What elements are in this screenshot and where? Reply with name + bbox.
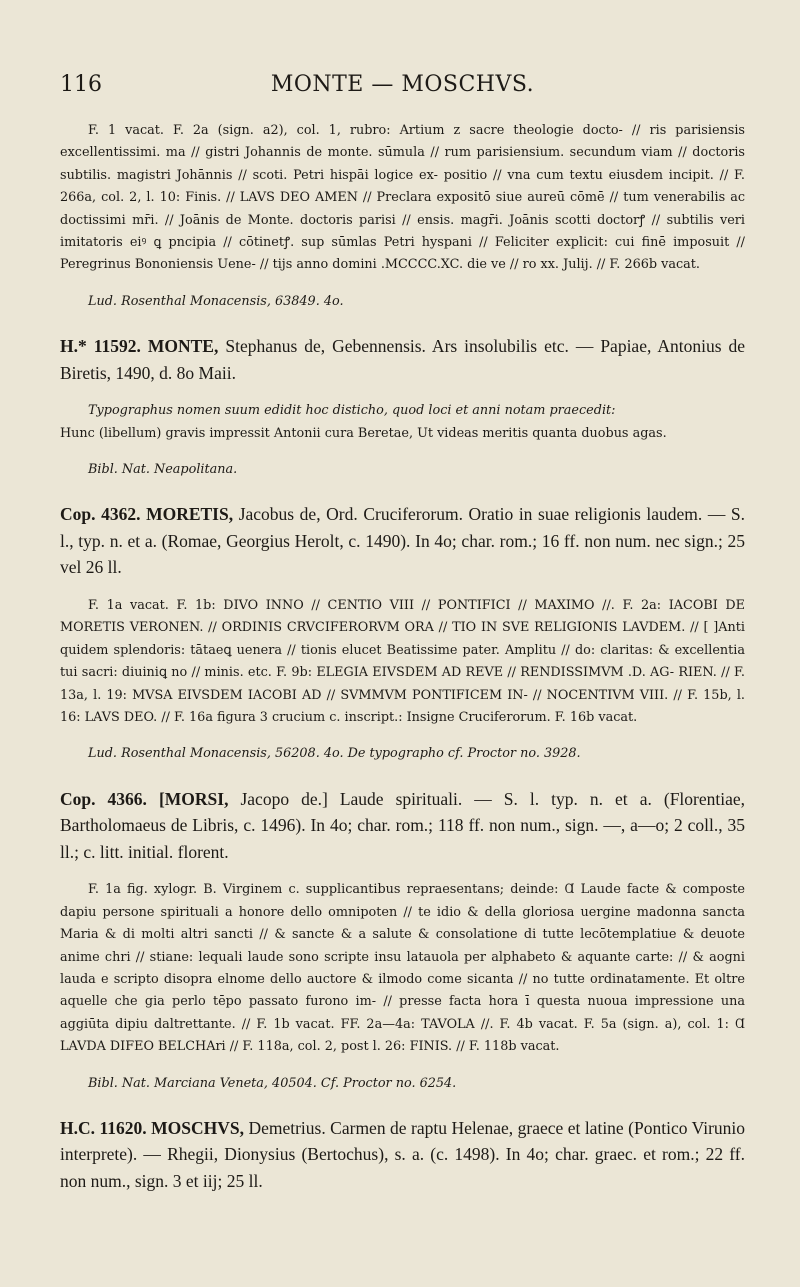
- entry-monte-stephanus-distich: Hunc (libellum) gravis impressit Antonii cura Beretae, Ut videas meritis quanta duobus agas.: [60, 425, 667, 441]
- entry-name: MOSCHVS,: [151, 1117, 244, 1138]
- entry-number: H.* 11592.: [60, 336, 141, 357]
- entry-morsi-description: F. 1a fig. xylogr. B. Virginem c. supplicantibus repraesentans; deinde: Ɑ Laude facte & composte dapiu persone spirituali a honore dello omnipoten // te idio & della gloriosa uergine madonna sancta Maria & di molti altri sancti // & sancte & a salute & consolatione di tutte lecōtemplatiue & deuote anime chri // stiane: lequali laude sono scripte insu latauola per alphabeto & aquante carte: // & aogni lauda e scripto disopra elnome dello auctore & ilmodo come sicanta // no tutte ordinatamente. Et oltre aquelle che gia perlo tēpo passato furono im- // presse facta hora ī questa nuoua impressione una aggiūta dipiu daltrettante. // F. 1b vacat. FF. 2a—4a: TAVOLA //. F. 4b vacat. F. 5a (sign. a), col. 1: Ɑ LAVDA DIFEO BELCHAri // F. 118a, col. 2, post l. 26: FINIS. // F. 118b vacat.: [60, 882, 745, 1055]
- entry-title-text: Stephanus de, Gebennensis. Ars insolubilis etc. — Papiae, Antonius de Biretis, 1490, d. 8o Maii.: [60, 336, 746, 383]
- entry-title-text: Jacopo de.] Laude spirituali. — S. l. typ. n. et a. (Florentiae, Bartholomaeus de Libris, c. 1496). In 4o; char. rom.; 118 ff. non num., sign. —, a—o; 2 coll., 35 ll.; c. litt. initial. florent.: [60, 788, 746, 862]
- entry-number: Cop. 4362.: [60, 504, 141, 525]
- entry-name: [MORSI,: [158, 788, 229, 809]
- entry-monte-stephanus-typographus: Typographus nomen suum edidit hoc disticho, quod loci et anni notam praecedit:: [88, 403, 616, 419]
- entry-morsi-library: Bibl. Nat. Marciana Veneta, 40504. Cf. Proctor no. 6254.: [88, 1075, 457, 1091]
- entry-title-text: Demetrius. Carmen de raptu Helenae, graece et latine (Pontico Virunio interprete). — Rhegii, Dionysius (Bertochus), s. a. (c. 1498). In 4o; char. graec. et rom.; 22 ff. non num., sign. 3 et iij; 25 ll.: [60, 1117, 746, 1191]
- entry-moretis-library: Lud. Rosenthal Monacensis, 56208. 4o. De typographo cf. Proctor no. 3928.: [88, 746, 581, 762]
- entry-name: MONTE,: [147, 336, 219, 357]
- running-title: MONTE — MOSCHVS.: [270, 72, 535, 97]
- entry-monte-johannes-description: F. 1 vacat. F. 2a (sign. a2), col. 1, rubro: Artium z sacre theologie docto- // ris parisiensis excellentissimi. ma // gistri Johannis de monte. sūmula // rum parisiensium. secundum viam // doctoris subtilis. magistri Johānnis // scoti. Petri hispāi logice ex- positio // vna cum textu eiusdem incipit. // F. 266a, col. 2, l. 10: Finis. // LAVS DEO AMEN // Preclara expositō siue aureū cōmē // tum venerabilis ac doctissimi mr̄i. // Joānis de Monte. doctoris parisi // ensis. magr̄i. Joānis scotti doctorꝭ // subtilis veri imitatoris eiꝰ ꝗ pncipia // cōtinetꝭ. sup sūmlas Petri hyspani // Feliciter explicit: cui finē imposuit // Peregrinus Bononiensis Uene- // tijs anno domini .MCCCC.XC. die ve // ro xx. Julij. // F. 266b vacat.: [60, 123, 745, 273]
- entry-number: Cop. 4366.: [60, 788, 147, 809]
- entry-monte-johannes-library: Lud. Rosenthal Monacensis, 63849. 4o.: [88, 293, 344, 309]
- page-content: [60, 120, 745, 1194]
- entry-monte-stephanus-library: Bibl. Nat. Neapolitana.: [88, 462, 238, 478]
- entry-moretis-description: F. 1a vacat. F. 1b: DIVO INNO // CENTIO VIII // PONTIFICI // MAXIMO //. F. 2a: IACOBI DE MORETIS VERONEN. // ORDINIS CRVCIFERORVM ORA // TIO IN SVE RELIGIONIS LAVDEM. // [ ]Anti quidem splendoris: tātaeꝗ uenera // tionis elucet Beatissime pater. Amplitu // do: claritas: & excellentia tui sacri: diuiniꝗ no // minis. etc. F. 9b: ELEGIA EIVSDEM AD REVE // RENDISSIMVM .D. AG- RIEN. // F. 13a, l. 19: MVSA EIVSDEM IACOBI AD // SVMMVM PONTIFICEM IN- // NOCENTIVM VIII. // F. 15b, l. 16: LAVS DEO. // F. 16a figura 3 crucium c. inscript.: Insigne Cruciferorum. F. 16b vacat.: [60, 597, 745, 725]
- entry-morsi-heading: [60, 786, 745, 866]
- entry-moretis-heading: [60, 501, 745, 581]
- entry-title-text: Jacobus de, Ord. Cruciferorum. Oratio in suae religionis laudem. — S. l., typ. n. et a. (Romae, Georgius Herolt, c. 1490). In 4o; char. rom.; 16 ff. non num. nec sign.; 25 vel 26 ll.: [60, 504, 746, 578]
- entry-number: H.C. 11620.: [60, 1117, 147, 1138]
- page-number: 116: [60, 72, 102, 97]
- entry-moschvs-heading: [60, 1115, 745, 1195]
- entry-monte-stephanus-heading: [60, 333, 745, 386]
- running-header: [60, 72, 745, 102]
- entry-name: MORETIS,: [146, 504, 234, 525]
